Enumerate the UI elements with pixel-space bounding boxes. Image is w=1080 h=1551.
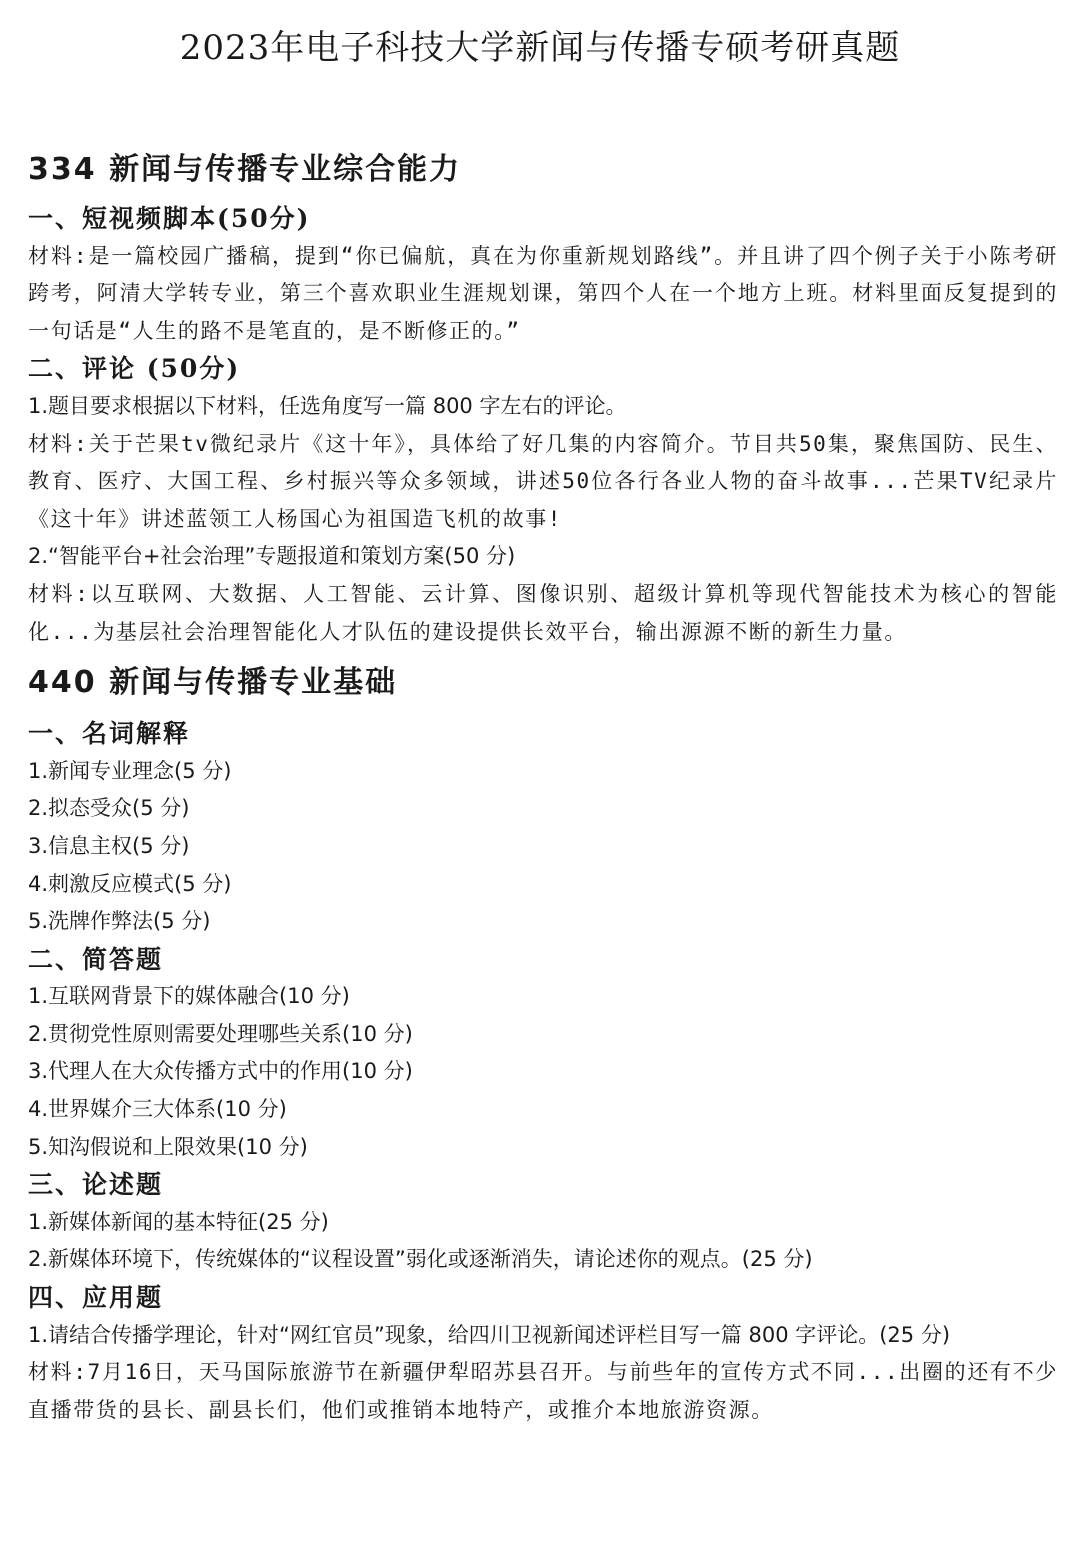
question-item: 1.互联网背景下的媒体融合(10 分) — [28, 984, 350, 1009]
subheading-short-video-script: 一、短视频脚本(50分) — [28, 204, 311, 233]
question-item: 1.请结合传播学理论，针对“网红官员”现象，给四川卫视新闻述评栏目写一篇 800 字评论。(25 分) — [28, 1322, 951, 1347]
subheading-application: 四、应用题 — [28, 1283, 164, 1313]
subheading-commentary: 二、评论 (50分) — [28, 354, 241, 384]
question-item: 5.洗牌作弊法(5 分) — [28, 909, 211, 934]
question-item: 2.拟态受众(5 分) — [28, 796, 190, 821]
question-item: 2.贯彻党性原则需要处理哪些关系(10 分) — [28, 1021, 413, 1046]
document-body — [28, 146, 1058, 1429]
question-item: 1.题目要求根据以下材料，任选角度写一篇 800 字左右的评论。 — [28, 393, 627, 418]
question-item: 2.“智能平台+社会治理”专题报道和策划方案(50 分) — [28, 544, 516, 569]
question-item: 2.新媒体环境下，传统媒体的“议程设置”弱化或逐渐消失，请论述你的观点。(25 分) — [28, 1247, 813, 1272]
document-title: 2023年电子科技大学新闻与传播专硕考研真题 — [179, 28, 901, 68]
question-item: 4.刺激反应模式(5 分) — [28, 871, 232, 896]
section-heading-334: 334 新闻与传播专业综合能力 — [28, 152, 462, 187]
material-text: 材料:关于芒果tv微纪录片《这十年》，具体给了好几集的内容简介。节目共50集，聚焦国防、民生、教育、医疗、大国工程、乡村振兴等众多领域，讲述50位各行各业人物的奋斗故事...芒果TV纪录片《这十年》讲述蓝领工人杨国心为祖国造飞机的故事! — [28, 431, 1058, 531]
subheading-essay: 三、论述题 — [28, 1170, 164, 1200]
section-heading-440: 440 新闻与传播专业基础 — [28, 665, 398, 701]
subheading-term-explanation: 一、名词解释 — [28, 719, 191, 749]
question-item: 3.代理人在大众传播方式中的作用(10 分) — [28, 1059, 413, 1084]
material-text: 材料:是一篇校园广播稿，提到“你已偏航，真在为你重新规划路线”。并且讲了四个例子关于小陈考研跨考，阿清大学转专业，第三个喜欢职业生涯规划课，第四个人在一个地方上班。材料里面反复提到的一句话是“人生的路不是笔直的，是不断修正的。” — [28, 243, 1058, 343]
question-item: 1.新媒体新闻的基本特征(25 分) — [28, 1209, 329, 1234]
material-text: 材料:以互联网、大数据、人工智能、云计算、图像识别、超级计算机等现代智能技术为核心的智能化...为基层社会治理智能化人才队伍的建设提供长效平台，输出源源不断的新生力量。 — [28, 581, 1058, 644]
question-item: 3.信息主权(5 分) — [28, 833, 190, 858]
subheading-short-answer: 二、简答题 — [28, 944, 164, 974]
question-item: 1.新闻专业理念(5 分) — [28, 758, 232, 783]
material-text: 材料:7月16日，天马国际旅游节在新疆伊犁昭苏县召开。与前些年的宣传方式不同...出圈的还有不少直播带货的县长、副县长们，他们或推销本地特产，或推介本地旅游资源。 — [28, 1360, 1058, 1422]
question-item: 4.世界媒介三大体系(10 分) — [28, 1097, 287, 1122]
question-item: 5.知沟假说和上限效果(10 分) — [28, 1134, 308, 1159]
